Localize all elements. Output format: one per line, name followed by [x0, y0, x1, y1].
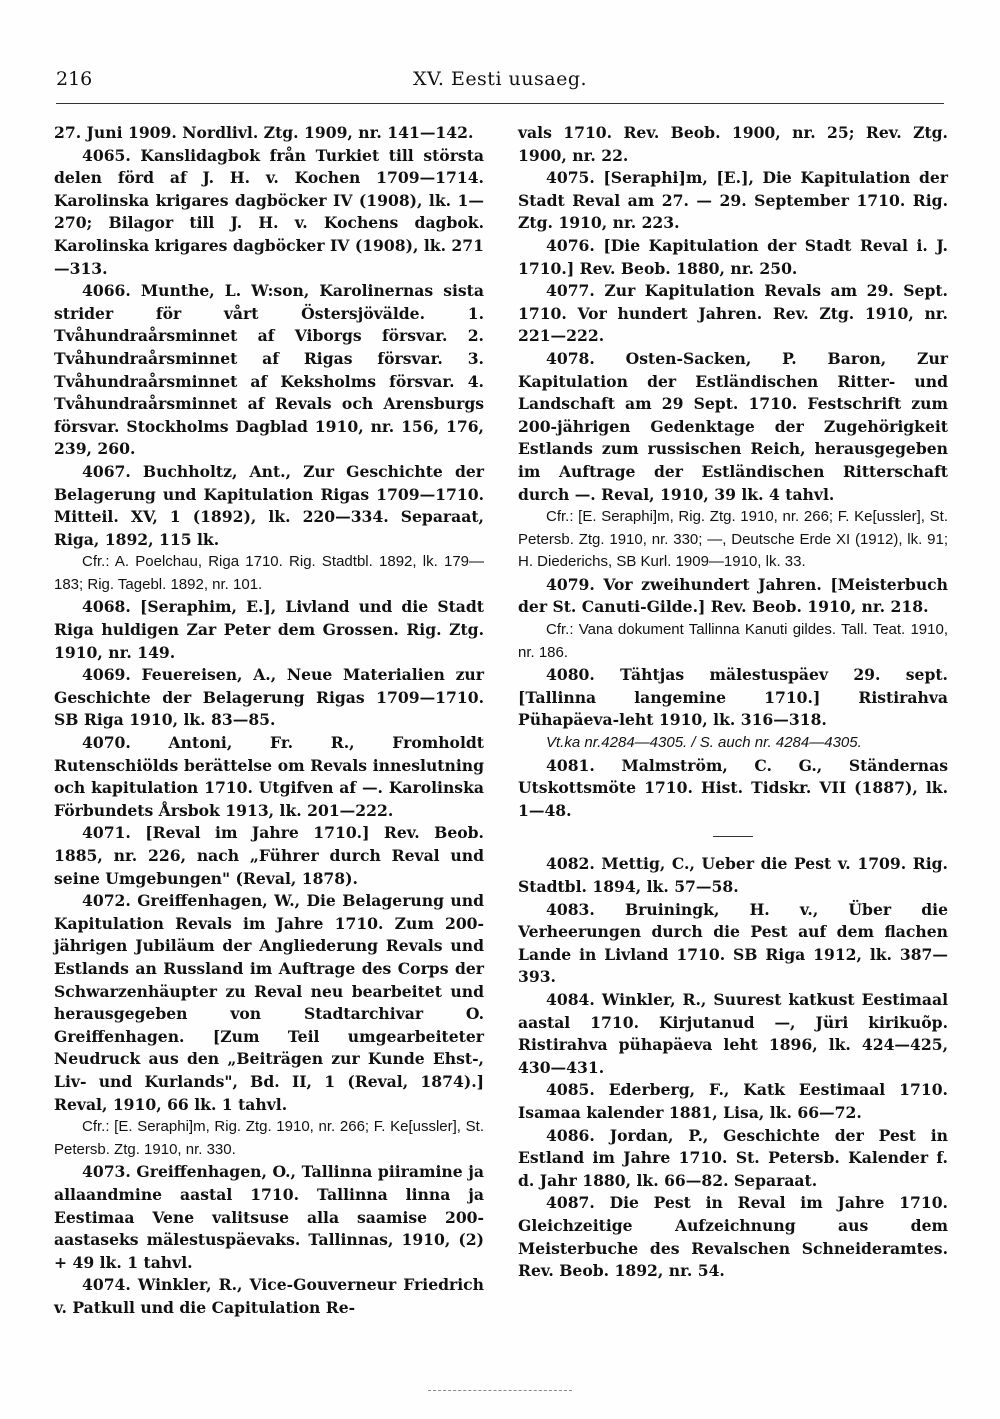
- bibliography-entry: 4071. [Reval im Jahre 1710.] Rev. Beob. 1885, nr. 226, nach „Führer durch Reval und seine Umgebungen" (Reval, 1878).: [54, 823, 484, 888]
- bibliography-entry: 27. Juni 1909. Nordlivl. Ztg. 1909, nr. 141—142.: [54, 123, 474, 142]
- reference-note: Cfr.: [E. Seraphi]m, Rig. Ztg. 1910, nr. 266; F. Ke[ussler], St. Petersb. Ztg. 1910, nr. 330; —, Deutsche Erde XI (1912), lk. 91; H. Diederichs, SB Kurl. 1909—1910, lk. 33.: [518, 508, 948, 571]
- bibliography-entry: vals 1710. Rev. Beob. 1900, nr. 25; Rev. Ztg. 1900, nr. 22.: [518, 123, 948, 165]
- bibliography-entry: 4083. Bruiningk, H. v., Über die Verheerungen durch die Pest auf dem flachen Lande in Livland 1710. SB Riga 1912, lk. 387—393.: [518, 899, 948, 987]
- right-column: [518, 122, 948, 1283]
- section-separator: [713, 836, 753, 837]
- bibliography-entry: 4081. Malmström, C. G., Ständernas Utskottsmöte 1710. Hist. Tidskr. VII (1887), lk. 1—48.: [518, 755, 948, 820]
- bibliography-entry: 4065. Kanslidagbok från Turkiet till största delen förd af J. H. v. Kochen 1709—1714. Karolinska krigares dagböcker IV (1908), lk. 1—270; Bilagor till J. H. v. Kochens dagbok. Karolinska krigares dagböcker IV (1908), lk. 271—313.: [54, 145, 484, 278]
- reference-note: Cfr.: Vana dokument Tallinna Kanuti gildes. Tall. Teat. 1910, nr. 186.: [518, 621, 948, 661]
- cross-reference: Vt.ka nr.4284—4305. / S. auch nr. 4284—4305.: [546, 734, 862, 752]
- footer-divider: [428, 1390, 572, 1391]
- bibliography-entry: 4079. Vor zweihundert Jahren. [Meisterbuch der St. Canuti-Gilde.] Rev. Beob. 1910, nr. 218.: [518, 574, 948, 617]
- bibliography-entry: 4078. Osten-Sacken, P. Baron, Zur Kapitulation der Estländischen Ritter- und Landschaft am 29 Sept. 1710. Festschrift zum 200-jährigen Gedenktage der Zugehörigkeit Estlands zum russischen Reich, herausgegeben im Auftrage der Estländischen Ritterschaft durch —. Reval, 1910, 39 lk. 4 tahvl.: [518, 348, 948, 504]
- page-header: [56, 68, 944, 104]
- bibliography-entry: 4074. Winkler, R., Vice-Gouverneur Friedrich v. Patkull und die Capitulation Re-: [54, 1275, 484, 1317]
- bibliography-entry: 4073. Greiffenhagen, O., Tallinna piiramine ja allaandmine aastal 1710. Tallinna linna ja Eestimaa Vene valitsuse alla saamise 200-aastaseks mälestuspäevaks. Tallinnas, 1910, (2) + 49 lk. 1 tahvl.: [54, 1162, 484, 1272]
- bibliography-entry: 4068. [Seraphim, E.], Livland und die Stadt Riga huldigen Zar Peter dem Grossen. Rig. Ztg. 1910, nr. 149.: [54, 597, 484, 662]
- bibliography-entry: 4085. Ederberg, F., Katk Eestimaal 1710. Isamaa kalender 1881, Lisa, lk. 66—72.: [518, 1080, 948, 1122]
- bibliography-entry: 4087. Die Pest in Reval im Jahre 1710. Gleichzeitige Aufzeichnung aus dem Meisterbuche des Revalschen Schneideramtes. Rev. Beob. 1892, nr. 54.: [518, 1193, 948, 1281]
- running-title: XV. Eesti uusaeg.: [412, 68, 588, 90]
- bibliography-entry: 4066. Munthe, L. W:son, Karolinernas sista strider för vårt Östersjövälde. 1. Tvåhundraårsminnet af Viborgs försvar. 2. Tvåhundraårsminnet af Rigas försvar. 3. Tvåhundraårsminnet af Keksholms försvar. 4. Tvåhundraårsminnet af Revals och Arensburgs försvar. Stockholms Dagblad 1910, nr. 156, 176, 239, 260.: [54, 281, 484, 459]
- bibliography-entry: 4075. [Seraphi]m, [E.], Die Kapitulation der Stadt Reval am 27. — 29. September 1710. Rig. Ztg. 1910, nr. 223.: [518, 168, 948, 233]
- bibliography-entry: 4072. Greiffenhagen, W., Die Belagerung und Kapitulation Revals im Jahre 1710. Zum 200-jährigen Jubiläum der Angliederung Revals und Estlands an Russland im Auftrage des Corps der Schwarzenhäupter zu Reval neu bearbeitet und herausgegeben von Stadtarchivar O. Greiffenhagen. [Zum Teil umgearbeiteter Neudruck aus den „Beiträgen zur Kunde Ehst-, Liv- und Kurlands", Bd. II, 1 (Reval, 1874).] Reval, 1910, 66 lk. 1 tahvl.: [54, 891, 484, 1114]
- bibliography-entry: 4082. Mettig, C., Ueber die Pest v. 1709. Rig. Stadtbl. 1894, lk. 57—58.: [518, 854, 948, 896]
- reference-note: Cfr.: A. Poelchau, Riga 1710. Rig. Stadtbl. 1892, lk. 179—183; Rig. Tagebl. 1892, nr. 101.: [54, 553, 484, 593]
- bibliography-entry: 4077. Zur Kapitulation Revals am 29. Sept. 1710. Vor hundert Jahren. Rev. Ztg. 1910, nr. 221—222.: [518, 281, 948, 346]
- page-number: 216: [56, 68, 93, 90]
- bibliography-entry: 4070. Antoni, Fr. R., Fromholdt Rutenschiölds berättelse om Revals inneslutning och kapitulation 1710. Utgifven af —. Karolinska Förbundets Årsbok 1913, lk. 201—222.: [54, 733, 484, 820]
- bibliography-entry: 4084. Winkler, R., Suurest katkust Eestimaal aastal 1710. Kirjutanud —, Jüri kirikuõp. Ristirahva pühapäeva leht 1896, lk. 424—425, 430—431.: [518, 989, 948, 1077]
- header-divider: [56, 103, 944, 104]
- reference-note: Cfr.: [E. Seraphi]m, Rig. Ztg. 1910, nr. 266; F. Ke[ussler], St. Petersb. Ztg. 1910, nr. 330.: [54, 1118, 484, 1158]
- left-column: [54, 122, 484, 1319]
- bibliography-entry: 4076. [Die Kapitulation der Stadt Reval i. J. 1710.] Rev. Beob. 1880, nr. 250.: [518, 235, 948, 278]
- bibliography-entry: 4067. Buchholtz, Ant., Zur Geschichte der Belagerung und Kapitulation Rigas 1709—1710. Mitteil. XV, 1 (1892), lk. 220—334. Separaat, Riga, 1892, 115 lk.: [54, 461, 484, 549]
- bibliography-entry: 4069. Feuereisen, A., Neue Materialien zur Geschichte der Belagerung Rigas 1709—1710. SB Riga 1910, lk. 83—85.: [54, 665, 484, 730]
- bibliography-entry: 4086. Jordan, P., Geschichte der Pest in Estland im Jahre 1710. St. Petersb. Kalender f. d. Jahr 1880, lk. 66—82. Separaat.: [518, 1125, 948, 1190]
- bibliography-entry: 4080. Tähtjas mälestuspäev 29. sept. [Tallinna langemine 1710.] Ristirahva Pühapäeva-leht 1910, lk. 316—318.: [518, 665, 948, 730]
